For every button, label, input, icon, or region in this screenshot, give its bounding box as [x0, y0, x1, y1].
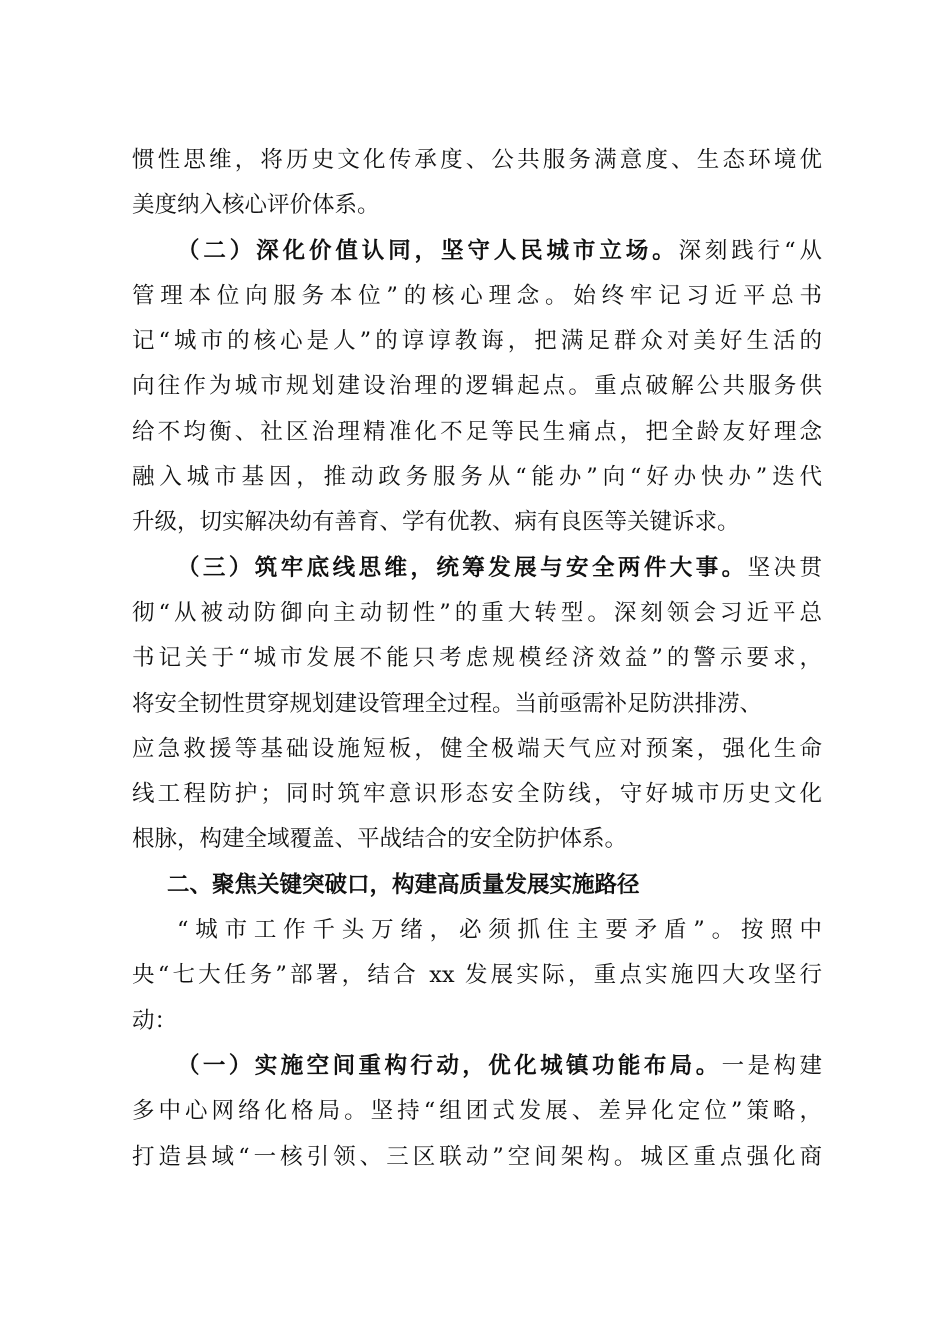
- paragraph-line: 管理本位向服务本位”的核心理念。始终牢记习近平总书: [132, 282, 822, 309]
- paragraph-line: 融入城市基因，推动政务服务从“能办”向“好办快办”迭代: [132, 464, 822, 491]
- paragraph-line: 将安全韧性贯穿规划建设管理全过程。当前亟需补足防洪排涝、: [132, 690, 763, 717]
- paragraph-line: 央“七大任务”部署，结合 xx 发展实际，重点实施四大攻坚行: [132, 962, 822, 989]
- paragraph-text: 坚决贯: [747, 554, 822, 581]
- paragraph-line: 线工程防护；同时筑牢意识形态安全防线，守好城市历史文化: [132, 781, 822, 808]
- paragraph-line: 书记关于“城市发展不能只考虑规模经济效益”的警示要求，: [132, 645, 822, 672]
- section-paragraph-action-1: [132, 1044, 822, 1089]
- paragraph-text: 深刻践行“从: [678, 237, 822, 264]
- paragraph-line: 打造县域“一核引领、三区联动”空间架构。城区重点强化商: [132, 1143, 822, 1170]
- paragraph-line: 多中心网络化格局。坚持“组团式发展、差异化定位”策略，: [132, 1098, 822, 1125]
- paragraph-line: 给不均衡、社区治理精准化不足等民生痛点，把全龄友好理念: [132, 418, 822, 445]
- document-page: [132, 138, 822, 1180]
- paragraph-line: 记“城市的核心是人”的谆谆教诲，把满足群众对美好生活的: [132, 328, 822, 355]
- paragraph-line: 升级，切实解决幼有善育、学有优教、病有良医等关键诉求。: [132, 509, 740, 536]
- paragraph-line: 彻“从被动防御向主动韧性”的重大转型。深刻领会习近平总: [132, 599, 822, 626]
- paragraph-line: 惯性思维，将历史文化传承度、公共服务满意度、生态环境优: [132, 147, 822, 173]
- section-paragraph-3: [132, 546, 822, 591]
- paragraph-line: 向往作为城市规划建设治理的逻辑起点。重点破解公共服务供: [132, 373, 822, 400]
- paragraph-line: 应急救援等基础设施短板，健全极端天气应对预案，强化生命: [132, 735, 822, 762]
- paragraph-text: 一是构建: [721, 1052, 822, 1079]
- paragraph-line: “城市工作千头万绪，必须抓住主要矛盾”。按照中: [177, 917, 822, 944]
- subsection-title: （一）实施空间重构行动，优化城镇功能布局。: [177, 1052, 722, 1079]
- paragraph-line: 根脉，构建全域覆盖、平战结合的安全防护体系。: [132, 826, 628, 853]
- subsection-title: （二）深化价值认同，坚守人民城市立场。: [177, 237, 679, 264]
- subsection-title: （三）筑牢底线思维，统筹发展与安全两件大事。: [177, 554, 748, 581]
- section-paragraph-2: [132, 229, 822, 274]
- paragraph-line: 美度纳入核心评价体系。: [132, 192, 380, 219]
- section-heading: 二、聚焦关键突破口，构建高质量发展实施路径: [167, 871, 640, 898]
- paragraph-line: 动：: [132, 1007, 178, 1034]
